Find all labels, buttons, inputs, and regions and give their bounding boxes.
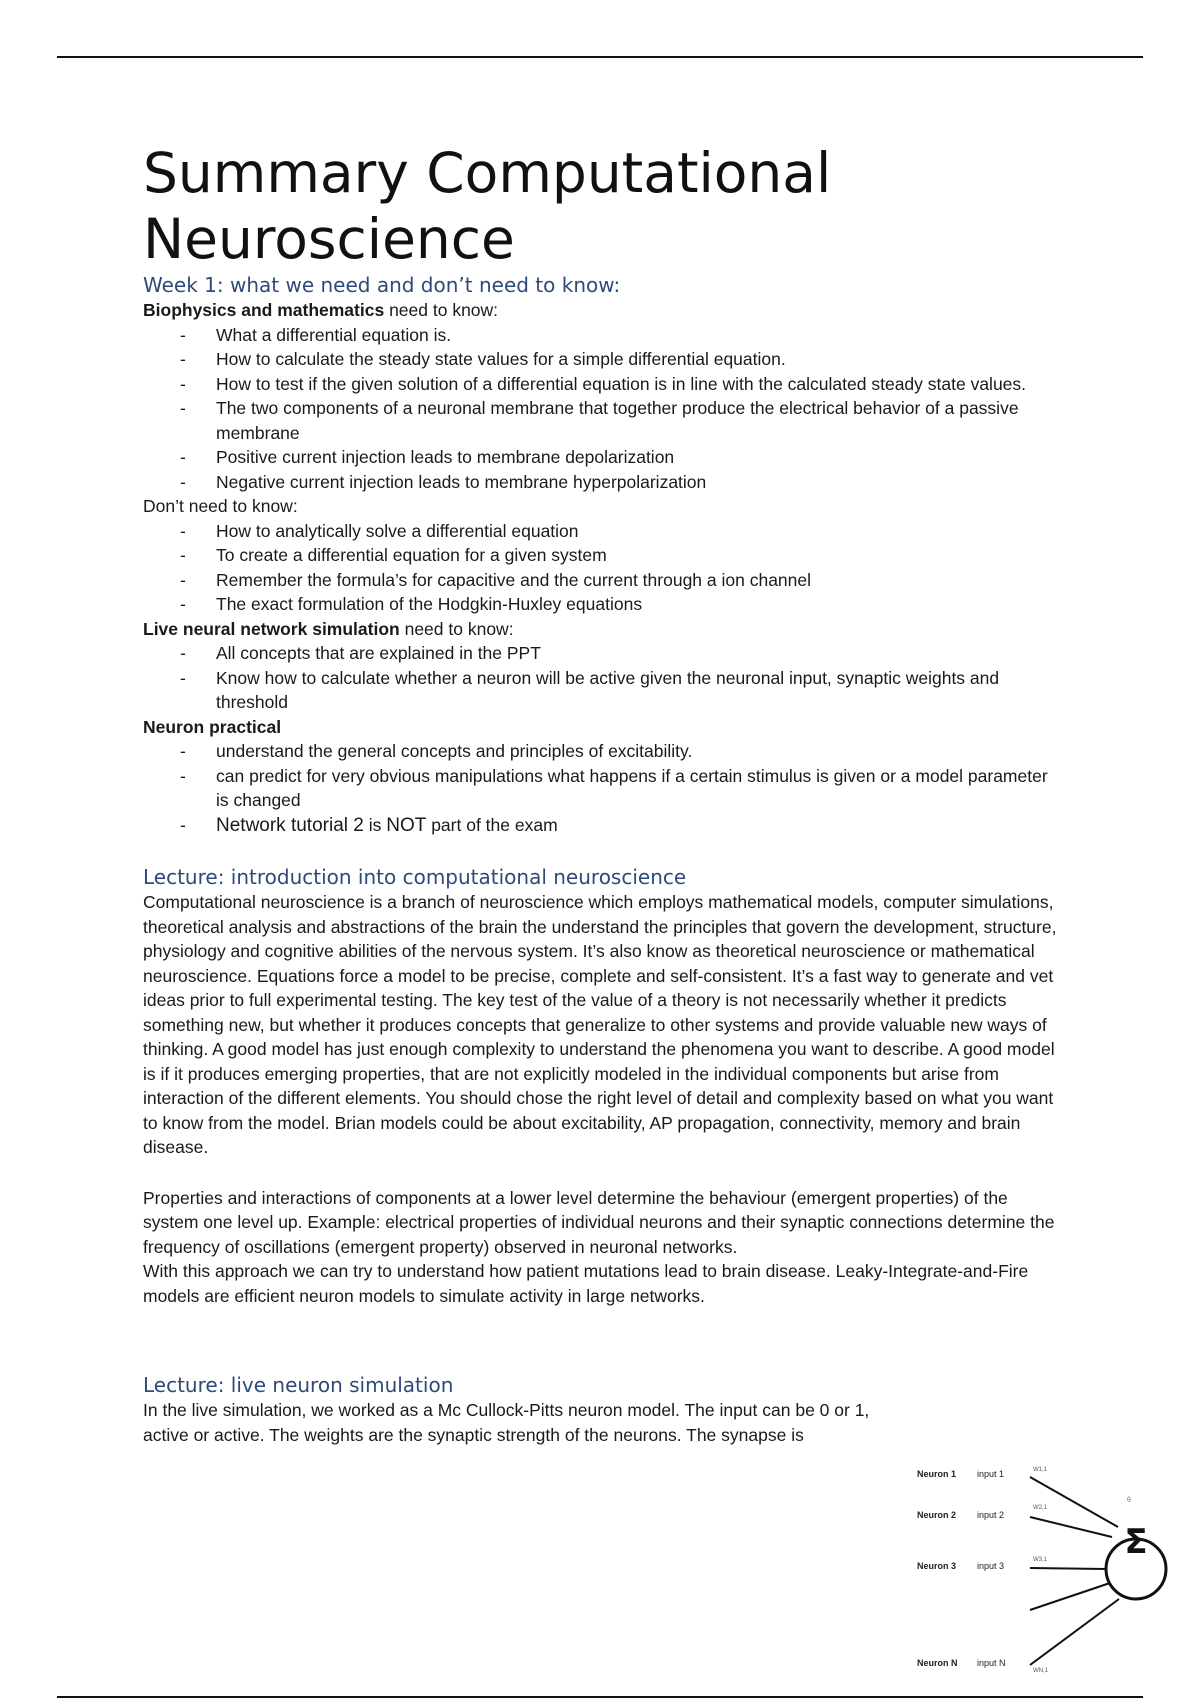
mcculloch-pitts-diagram bbox=[905, 1465, 1180, 1680]
neuron-label: Neuron N bbox=[917, 1658, 958, 1668]
is-text: is bbox=[363, 814, 387, 835]
input-line-n bbox=[1030, 1599, 1119, 1665]
dont-list bbox=[143, 519, 1063, 617]
neuron-label: Neuron 1 bbox=[917, 1469, 957, 1479]
weight-label: W1,1 bbox=[1033, 1467, 1048, 1473]
input-label: input 3 bbox=[977, 1561, 1005, 1571]
input-line-4 bbox=[1030, 1583, 1110, 1610]
lecture1-paragraph-2: Properties and interactions of components at a lower level determine the behaviour (emergent properties) of the system one level up. Example: electrical properties of individual neurons and their synaptic connections determine the frequency of oscillations (emergent property) observed in neuronal networks. bbox=[143, 1187, 1055, 1257]
list-item: - understand the general concepts and principles of excitability. bbox=[143, 739, 1063, 764]
footer-rule bbox=[57, 1696, 1143, 1698]
neuron-label: Neuron 3 bbox=[917, 1561, 957, 1571]
list-item: - How to analytically solve a differential equation bbox=[143, 519, 1063, 544]
live-label: Live neural network simulation bbox=[143, 618, 400, 639]
weight-label: WN,1 bbox=[1033, 1668, 1048, 1674]
live-suffix: need to know: bbox=[399, 618, 514, 639]
list-item: - To create a differential equation for a given system bbox=[143, 543, 1063, 568]
header-rule bbox=[57, 56, 1143, 58]
list-item: - The two components of a neuronal membrane that together produce the electrical behavior of a passive membrane bbox=[143, 396, 1063, 445]
weight-label: W3,1 bbox=[1033, 1557, 1048, 1563]
live-list bbox=[143, 641, 1063, 715]
sigma-icon: Σ bbox=[1124, 1522, 1148, 1562]
neuron-label: Neuron 2 bbox=[917, 1510, 957, 1520]
list-item: - Negative current injection leads to membrane hyperpolarization bbox=[143, 470, 1063, 495]
list-item: - Remember the formula’s for capacitive and the current through a ion channel bbox=[143, 568, 1063, 593]
input-line-2 bbox=[1030, 1517, 1112, 1537]
list-item: - Positive current injection leads to membrane depolarization bbox=[143, 445, 1063, 470]
diagram-lines bbox=[905, 1465, 1180, 1680]
week1-heading: Week 1: what we need and don’t need to know: bbox=[143, 273, 621, 297]
input-label: input 1 bbox=[977, 1469, 1005, 1479]
lecture2-heading: Lecture: live neuron simulation bbox=[143, 1373, 454, 1397]
list-item: - How to calculate the steady state values for a simple differential equation. bbox=[143, 347, 1063, 372]
practical-list bbox=[143, 739, 1063, 838]
list-item: - can predict for very obvious manipulations what happens if a certain stimulus is given or a model parameter is changed bbox=[143, 764, 1063, 813]
lecture1-heading: Lecture: introduction into computational neuroscience bbox=[143, 865, 687, 889]
input-label: input N bbox=[977, 1658, 1006, 1668]
dont-label: Don’t need to know: bbox=[143, 496, 298, 516]
list-item: - Know how to calculate whether a neuron will be active given the neuronal input, synaptic weights and threshold bbox=[143, 666, 1063, 715]
weight-label: W2,1 bbox=[1033, 1505, 1048, 1511]
document-body bbox=[143, 140, 1063, 1447]
exam-text: part of the exam bbox=[426, 814, 558, 835]
lecture2-paragraph-1: In the live simulation, we worked as a Mc Cullock-Pitts neuron model. The input can be 0 or 1, active or active. The weights are the synaptic strength of the neurons. The synapse is bbox=[143, 1400, 870, 1445]
bio-label: Biophysics and mathematics bbox=[143, 300, 385, 320]
input-line-3 bbox=[1030, 1568, 1106, 1569]
list-item: - What a differential equation is. bbox=[143, 323, 1063, 348]
practical-label: Neuron practical bbox=[143, 716, 282, 737]
lecture1-paragraph-1: Computational neuroscience is a branch of neuroscience which employs mathematical models, computer simulations, theoretical analysis and abstractions of the brain the understand the principles that govern the development, structure, physiology and cognitive abilities of the nervous system. It’s also know as theoretical neuroscience or mathematical neuroscience. Equations force a model to be precise, complete and self-consistent. It’s a fast way to generate and vet ideas prior to full experimental testing. The key test of the value of a theory is not necessarily whether it predicts something new, but whether it produces concepts that generalize to other systems and provide valuable new ways of thinking. A good model has just enough complexity to understand the phenomena you want to describe. A good model is if it produces emerging properties, that are not explicitly modeled in the individual components but arise from interaction of the different elements. You should chose the right level of detail and complexity based on what you want to know from the model. Brian models could be about excitability, AP propagation, connectivity, memory and brain disease. bbox=[143, 892, 1057, 1157]
bio-list bbox=[143, 323, 1063, 495]
lecture1-paragraph-3: With this approach we can try to understand how patient mutations lead to brain disease. Leaky-Integrate-and-Fire models are efficient neuron models to simulate activity in large networks. bbox=[143, 1261, 1029, 1306]
bio-suffix: need to know: bbox=[384, 300, 499, 320]
list-item: - The exact formulation of the Hodgkin-Huxley equations bbox=[143, 592, 1063, 617]
network-tutorial-text: Network tutorial 2 bbox=[216, 814, 364, 836]
live-intro bbox=[143, 617, 1063, 642]
document-title: Summary Computational Neuroscience bbox=[143, 141, 832, 271]
input-label: input 2 bbox=[977, 1510, 1005, 1520]
list-item: - All concepts that are explained in the PPT bbox=[143, 641, 1063, 666]
bio-intro bbox=[143, 298, 1063, 323]
not-text: NOT bbox=[386, 814, 427, 836]
list-item: - How to test if the given solution of a differential equation is in line with the calculated steady state values. bbox=[143, 372, 1063, 397]
threshold-label: θ bbox=[1127, 1497, 1131, 1504]
list-item-network-tutorial bbox=[143, 813, 1063, 839]
